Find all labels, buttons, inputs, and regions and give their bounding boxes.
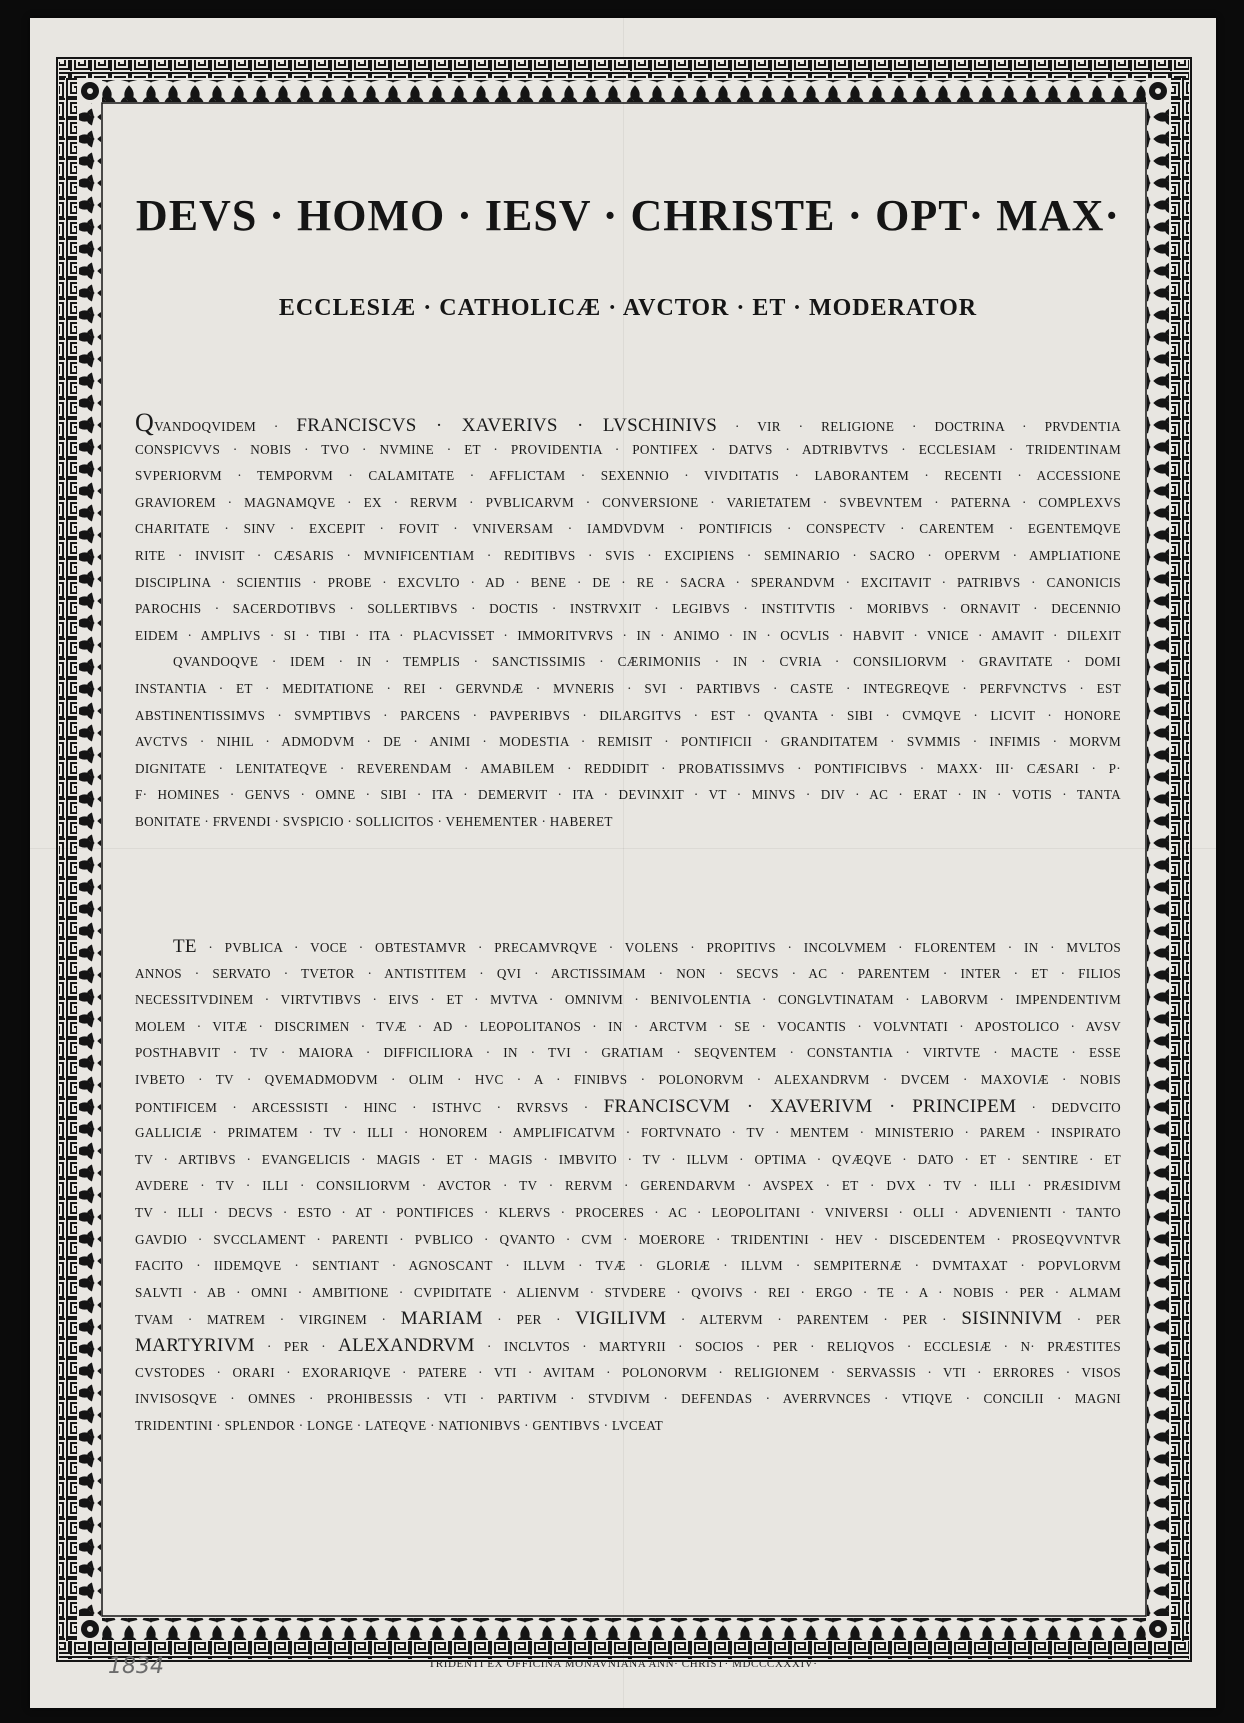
drop-cap: Q <box>135 410 155 437</box>
text-line: AVDERE · TV · ILLI · CONSILIORVM · AVCTOR · TV · RERVM · GERENDARVM · AVSPEX · ET · DVX · TV · ILLI · PRÆSIDIVM <box>135 1178 1121 1194</box>
text-line: EIDEM · AMPLIVS · SI · TIBI · ITA · PLACVISSET · IMMORITVRVS · IN · ANIMO · IN · OCVLIS · HABVIT · VNICE · AMAVIT · DILEXIT <box>135 627 1121 643</box>
text-line: INVISOSQVE · OMNES · PROHIBESSIS · VTI · PARTIVM · STVDIVM · DEFENDAS · AVERRVNCES · VTIQVE · CONCILII · MAGNI <box>135 1391 1121 1407</box>
name-franciscum-principem: FRANCISCVM · XAVERIVM · PRINCIPEM <box>603 1095 1017 1117</box>
broadside-sheet <box>30 18 1216 1708</box>
text-line: SALVTI · AB · OMNI · AMBITIONE · CVPIDITATE · ALIENVM · STVDERE · QVOIVS · REI · ERGO · TE · A · NOBIS · PER · ALMAM <box>135 1284 1121 1300</box>
name-franciscus: FRANCISCVS · XAVERIVS · LVSCHINIVS <box>296 415 718 436</box>
word-te: TE <box>173 936 197 957</box>
text-line: TV · ILLI · DECVS · ESTO · AT · PONTIFICES · KLERVS · PROCERES · AC · LEOPOLITANI · VNIVERSI · OLLI · ADVENIENTI · TANTO <box>135 1204 1121 1220</box>
text-line: GRAVIOREM · MAGNAMQVE · EX · RERVM · PVBLICARVM · CONVERSIONE · VARIETATEM · SVBEVNTEM · PATERNA · COMPLEXVS <box>135 494 1121 510</box>
handwritten-date: 1834 <box>108 1654 164 1679</box>
text-line: F· HOMINES · GENVS · OMNE · SIBI · ITA · DEMERVIT · ITA · DEVINXIT · VT · MINVS · DIV · AC · ERAT · IN · VOTIS · TANTA <box>135 787 1121 803</box>
printer-imprint: TRIDENTI EX OFFICINA MONAVNIANA ANN· CHRIST· MDCCCXXXIV· <box>428 1658 818 1670</box>
text-line: RITE · INVISIT · CÆSARIS · MVNIFICENTIAM · REDITIBVS · SVIS · EXCIPIENS · SEMINARIO · SACRO · OPERVM · AMPLIATIONE <box>135 547 1121 563</box>
text-line: POSTHABVIT · TV · MAIORA · DIFFICILIORA · IN · TVI · GRATIAM · SEQVENTEM · CONSTANTIA · VIRTVTE · MACTE · ESSE <box>135 1045 1121 1061</box>
ornamental-border <box>30 18 1216 1708</box>
text-line: DISCIPLINA · SCIENTIIS · PROBE · EXCVLTO · AD · BENE · DE · RE · SACRA · SPERANDVM · EXCITAVIT · PATRIBVS · CANONICIS <box>135 574 1121 590</box>
text-line: AVCTVS · NIHIL · ADMODVM · DE · ANIMI · MODESTIA · REMISIT · PONTIFICII · GRANDITATEM · SVMMIS · INFIMIS · MORVM <box>135 734 1121 750</box>
text-line: SVPERIORVM · TEMPORVM · CALAMITATE · AFFLICTAM · SEXENNIO · VIVDITATIS · LABORANTEM · RECENTI · ACCESSIONE <box>135 468 1121 484</box>
text-line: PAROCHIS · SACERDOTIBVS · SOLLERTIBVS · DOCTIS · INSTRVXIT · LEGIBVS · INSTITVTIS · MORIBVS · ORNAVIT · DECENNIO <box>135 601 1121 617</box>
text-line: TRIDENTINI · SPLENDOR · LONGE · LATEQVE · NATIONIBVS · GENTIBVS · LVCEAT <box>135 1417 664 1433</box>
text-line: GALLICIÆ · PRIMATEM · TV · ILLI · HONOREM · AMPLIFICATVM · FORTVNATO · TV · MENTEM · MINISTERIO · PAREM · INSPIRATO <box>135 1125 1121 1141</box>
page-title: DEVS · HOMO · IESV · CHRISTE · OPT· MAX· <box>135 191 1121 240</box>
name-alexandrum: ALEXANDRVM <box>338 1334 475 1356</box>
text-line: FACITO · IIDEMQVE · SENTIANT · AGNOSCANT · ILLVM · TVÆ · GLORIÆ · ILLVM · SEMPITERNÆ · DVMTAXAT · POPVLORVM <box>135 1258 1121 1274</box>
name-vigilium: VIGILIVM <box>575 1308 667 1330</box>
text-line: CONSPICVVS · NOBIS · TVO · NVMINE · ET · PROVIDENTIA · PONTIFEX · DATVS · ADTRIBVTVS · ECCLESIAM · TRIDENTINAM <box>135 441 1121 457</box>
word-martyrium: MARTYRIVM <box>135 1334 255 1356</box>
text-line: MOLEM · VITÆ · DISCRIMEN · TVÆ · AD · LEOPOLITANOS · IN · ARCTVM · SE · VOCANTIS · VOLVNTATI · APOSTOLICO · AVSV <box>135 1018 1121 1034</box>
text-line: IVBETO · TV · QVEMADMODVM · OLIM · HVC · A · FINIBVS · POLONORVM · ALEXANDRVM · DVCEM · MAXOVIÆ · NOBIS <box>135 1071 1121 1087</box>
text-line: DIGNITATE · LENITATEQVE · REVERENDAM · AMABILEM · REDDIDIT · PROBATISSIMVS · PONTIFICIBVS · MAXX· III· CÆSARI · P· <box>135 760 1121 776</box>
text-line: ANNOS · SERVATO · TVETOR · ANTISTITEM · QVI · ARCTISSIMAM · NON · SECVS · AC · PARENTEM · INTER · ET · FILIOS <box>135 965 1121 981</box>
text-line: CVSTODES · ORARI · EXORARIQVE · PATERE · VTI · AVITAM · POLONORVM · RELIGIONEM · SERVASSIS · VTI · ERRORES · VISOS <box>135 1364 1121 1380</box>
text-line: QVANDOQVE · IDEM · IN · TEMPLIS · SANCTISSIMIS · CÆRIMONIIS · IN · CVRIA · CONSILIORVM · GRAVITATE · DOMI <box>173 654 1121 670</box>
page-subtitle: ECCLESIÆ · CATHOLICÆ · AVCTOR · ET · MODERATOR <box>278 295 978 321</box>
text-line: NECESSITVDINEM · VIRTVTIBVS · EIVS · ET · MVTVA · OMNIVM · BENIVOLENTIA · CONGLVTINATAM · LABORVM · IMPENDENTIVM <box>135 992 1121 1008</box>
text-line: TV · ARTIBVS · EVANGELICIS · MAGIS · ET · MAGIS · IMBVITO · TV · ILLVM · OPTIMA · QVÆQVE · DATO · ET · SENTIRE · ET <box>135 1151 1121 1167</box>
text-line: BONITATE · FRVENDI · SVSPICIO · SOLLICITOS · VEHEMENTER · HABERET <box>135 813 613 829</box>
text-line: TVAM · MATREM · VIRGINEM · MARIAM · PER · VIGILIVM · ALTERVM · PARENTEM · PER · SISINNIVM · PER <box>135 1308 1121 1330</box>
text-line: INSTANTIA · ET · MEDITATIONE · REI · GERVNDÆ · MVNERIS · SVI · PARTIBVS · CASTE · INTEGREQVE · PERFVNCTVS · EST <box>135 680 1121 696</box>
text-line: GAVDIO · SVCCLAMENT · PARENTI · PVBLICO · QVANTO · CVM · MOERORE · TRIDENTINI · HEV · DISCEDENTEM · PROSEQVVNTVR <box>135 1231 1121 1247</box>
paragraph-two <box>135 934 1121 1439</box>
text-line: PONTIFICEM · ARCESSISTI · HINC · ISTHVC · RVRSVS · FRANCISCVM · XAVERIVM · PRINCIPEM · DEDVCITO <box>135 1095 1121 1117</box>
name-mariam: MARIAM <box>400 1308 483 1330</box>
text-line: QVANDOQVIDEM · FRANCISCVS · XAVERIVS · LVSCHINIVS · VIR · RELIGIONE · DOCTRINA · PRVDENTIA <box>135 410 1121 437</box>
text-line: CHARITATE · SINV · EXCEPIT · FOVIT · VNIVERSAM · IAMDVDVM · PONTIFICIS · CONSPECTV · CARENTEM · EGENTEMQVE <box>135 521 1121 537</box>
name-sisinnium: SISINNIVM <box>961 1308 1063 1330</box>
text-line: MARTYRIVM · PER · ALEXANDRVM · INCLVTOS · MARTYRII · SOCIOS · PER · RELIQVOS · ECCLESIÆ · N· PRÆSTITES <box>135 1334 1121 1356</box>
paragraph-one <box>135 410 1121 836</box>
text-line: TE · PVBLICA · VOCE · OBTESTAMVR · PRECAMVRQVE · VOLENS · PROPITIVS · INCOLVMEM · FLORENTEM · IN · MVLTOS <box>173 936 1121 957</box>
text-line: ABSTINENTISSIMVS · SVMPTIBVS · PARCENS · PAVPERIBVS · DILARGITVS · EST · QVANTA · SIBI · CVMQVE · LICVIT · HONORE <box>135 707 1121 723</box>
